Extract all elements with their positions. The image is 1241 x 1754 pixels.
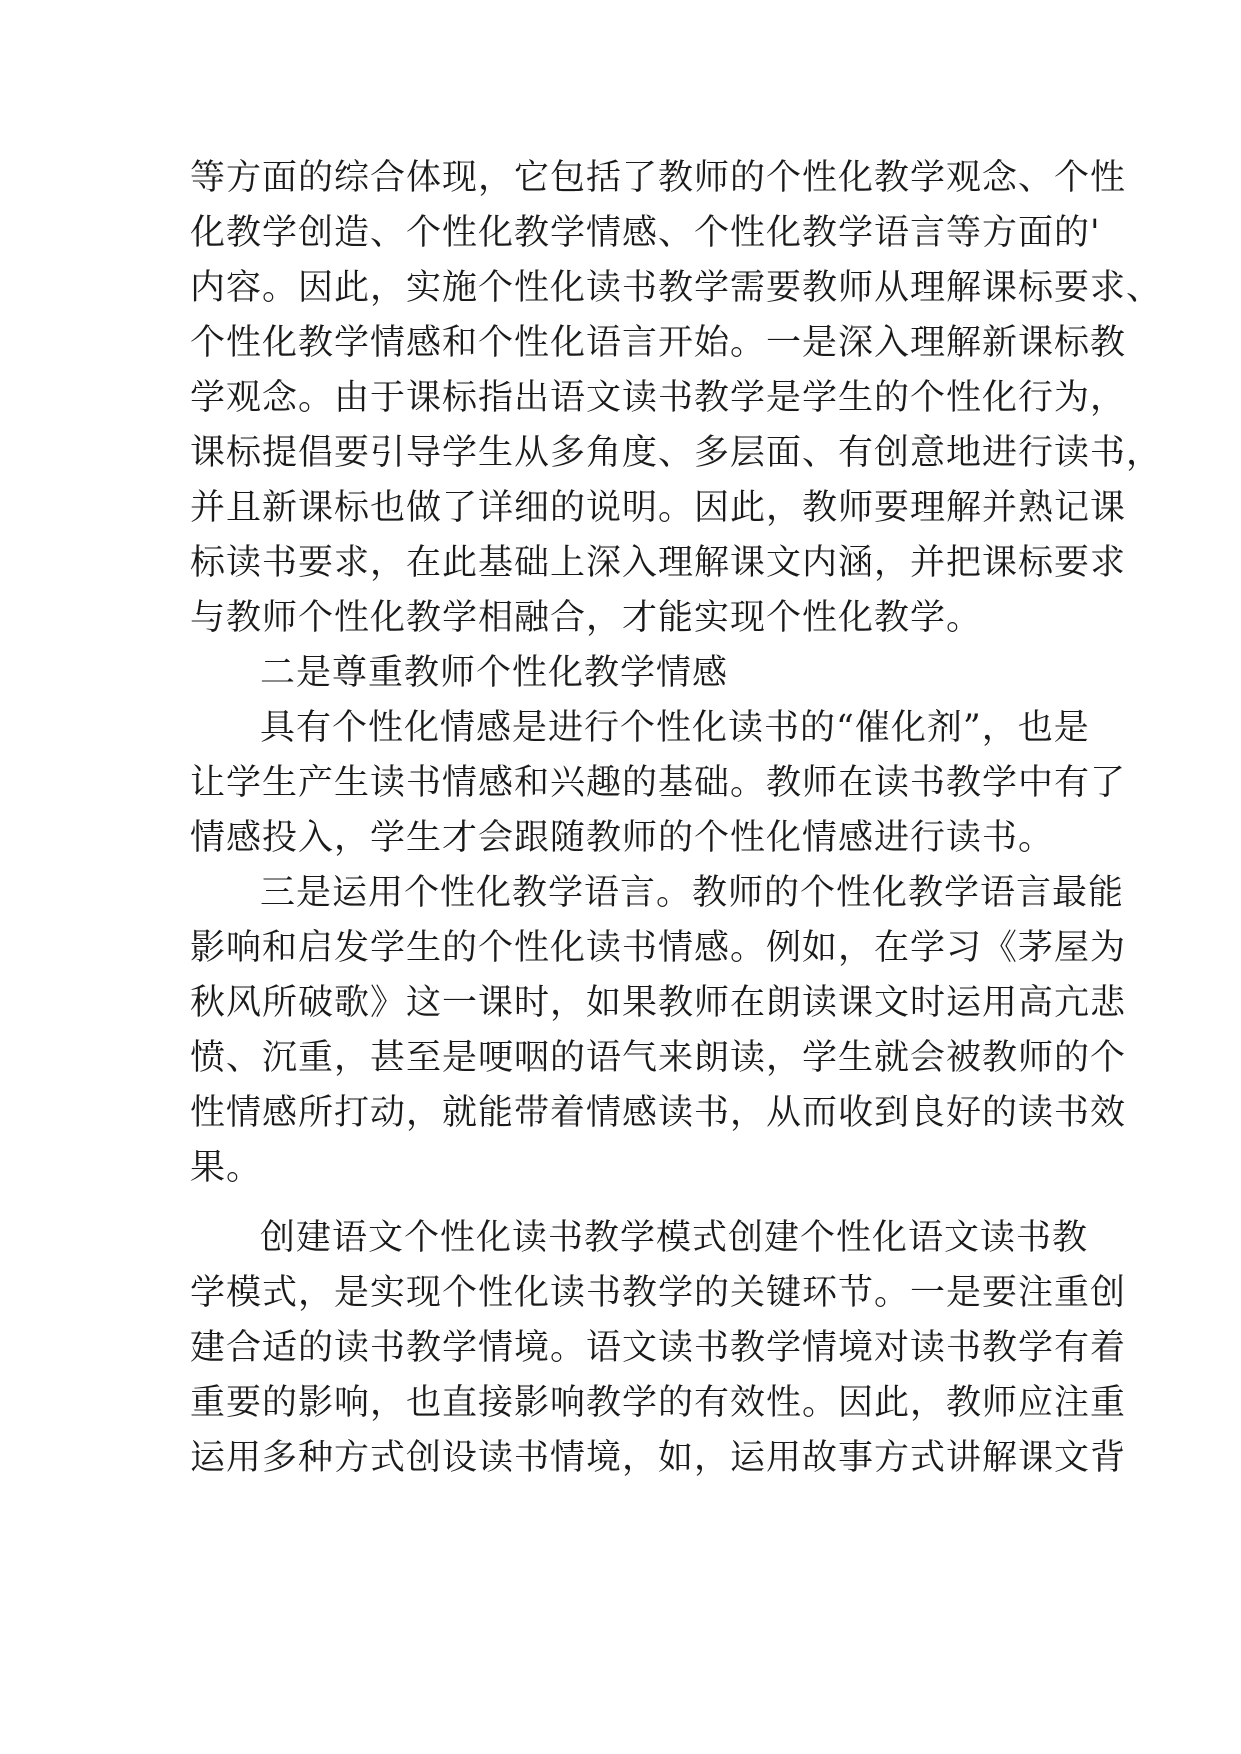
text-line: 课标提倡要引导学生从多角度、多层面、有创意地进行读书， — [190, 433, 1163, 473]
section-heading: 二是尊重教师个性化教学情感 — [260, 653, 729, 693]
text-line: 建合适的读书教学情境。语文读书教学情境对读书教学有着 — [190, 1328, 1127, 1368]
text-line: 重要的影响，也直接影响教学的有效性。因此，教师应注重 — [190, 1383, 1127, 1423]
text-line: 化教学创造、个性化教学情感、个性化教学语言等方面的' — [190, 213, 1101, 253]
text-line: 与教师个性化教学相融合，才能实现个性化教学。 — [190, 598, 983, 638]
text-line: 让学生产生读书情感和兴趣的基础。教师在读书教学中有了 — [190, 763, 1127, 803]
text-line: 内容。因此，实施个性化读书教学需要教师从理解课标要求、 — [190, 268, 1163, 308]
text-line: 创建语文个性化读书教学模式创建个性化语文读书教 — [260, 1218, 1089, 1258]
text-line: 并且新课标也做了详细的说明。因此，教师要理解并熟记课 — [190, 488, 1127, 528]
text-line: 影响和启发学生的个性化读书情感。例如，在学习《茅屋为 — [190, 928, 1127, 968]
text-line: 个性化教学情感和个性化语言开始。一是深入理解新课标教 — [190, 323, 1127, 363]
text-line: 三是运用个性化教学语言。教师的个性化教学语言最能 — [260, 873, 1125, 913]
text-line: 果。 — [190, 1148, 263, 1188]
text-line: 标读书要求，在此基础上深入理解课文内涵，并把课标要求 — [190, 543, 1127, 583]
text-line: 愤、沉重，甚至是哽咽的语气来朗读，学生就会被教师的个 — [190, 1038, 1127, 1078]
text-line: 等方面的综合体现，它包括了教师的个性化教学观念、个性 — [190, 158, 1127, 198]
text-line: 秋风所破歌》这一课时，如果教师在朗读课文时运用高亢悲 — [190, 983, 1127, 1023]
text-line: 学观念。由于课标指出语文读书教学是学生的个性化行为， — [190, 378, 1127, 418]
text-line: 具有个性化情感是进行个性化读书的“催化剂”，也是 — [260, 708, 1090, 748]
text-line: 运用多种方式创设读书情境，如，运用故事方式讲解课文背 — [190, 1438, 1127, 1478]
text-line: 学模式，是实现个性化读书教学的关键环节。一是要注重创 — [190, 1273, 1127, 1313]
text-line: 性情感所打动，就能带着情感读书，从而收到良好的读书效 — [190, 1093, 1127, 1133]
text-line: 情感投入，学生才会跟随教师的个性化情感进行读书。 — [190, 818, 1055, 858]
